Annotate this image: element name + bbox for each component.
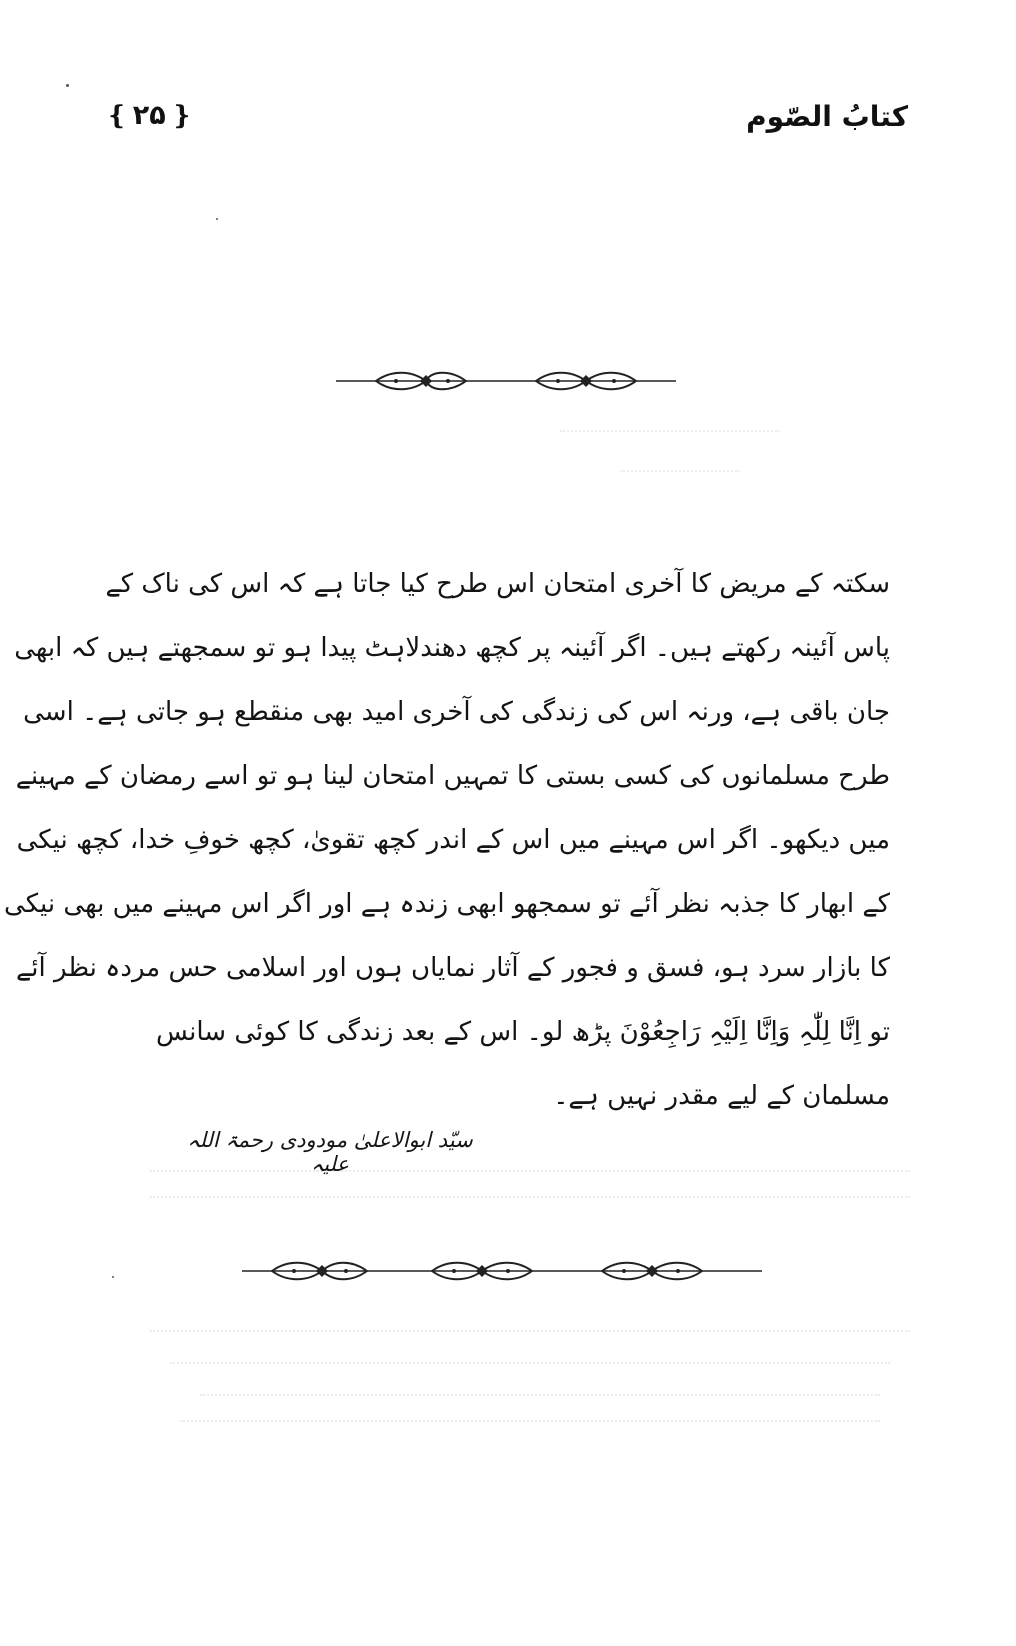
print-speck [112,1276,114,1278]
ornamental-bracket-right-icon: ❵ [170,101,193,131]
body-line: طرح مسلمانوں کی کسی بستی کا تمہیں امتحان لینا ہو تو اسے رمضان کے مہینے [15,761,890,791]
bottom-ornament-divider-icon [242,1256,762,1286]
body-line: پاس آئینہ رکھتے ہیں۔ اگر آئینہ پر کچھ دھندلاہٹ پیدا ہو تو سمجھتے ہیں کہ ابھی [14,633,890,663]
show-through-mark [150,1196,910,1212]
print-speck [66,84,69,87]
ornamental-bracket-left-icon: ❴ [106,101,128,131]
show-through-mark [620,470,740,486]
show-through-mark [170,1362,890,1378]
top-ornament-divider-icon [336,366,676,396]
author-signature: سیّد ابوالاعلیٰ مودودی رحمۃ اللہ علیہ [187,1128,473,1176]
body-line: تو اِنَّا لِلّٰہِ وَاِنَّا اِلَیْہِ رَاجِعُوْنَ پڑھ لو۔ اس کے بعد زندگی کا کوئی سانس [156,1017,890,1047]
page-number-block [106,96,193,136]
body-paragraph [4,552,890,1128]
body-line: مسلمان کے لیے مقدر نہیں ہے۔ [553,1081,890,1111]
show-through-mark [560,430,780,446]
body-line: میں دیکھو۔ اگر اس مہینے میں اس کے اندر کچھ تقویٰ، کچھ خوفِ خدا، کچھ نیکی [16,825,890,855]
page-number: ۲۵ [132,100,166,131]
show-through-mark [200,1394,880,1410]
body-line: جان باقی ہے، ورنہ اس کی زندگی کی آخری امید بھی منقطع ہو جاتی ہے۔ اسی [23,697,890,727]
body-line: سکتہ کے مریض کا آخری امتحان اس طرح کیا جاتا ہے کہ اس کی ناک کے [105,569,890,599]
print-speck [216,218,218,220]
body-line: کے ابھار کا جذبہ نظر آئے تو سمجھو ابھی زندہ ہے اور اگر اس مہینے میں بھی نیکی [4,889,890,919]
running-title: کتابُ الصّوم [746,100,908,133]
show-through-mark [150,1330,910,1346]
body-line: کا بازار سرد ہو، فسق و فجور کے آثار نمایاں ہوں اور اسلامی حس مردہ نظر آئے [16,953,890,983]
show-through-mark [180,1420,880,1436]
